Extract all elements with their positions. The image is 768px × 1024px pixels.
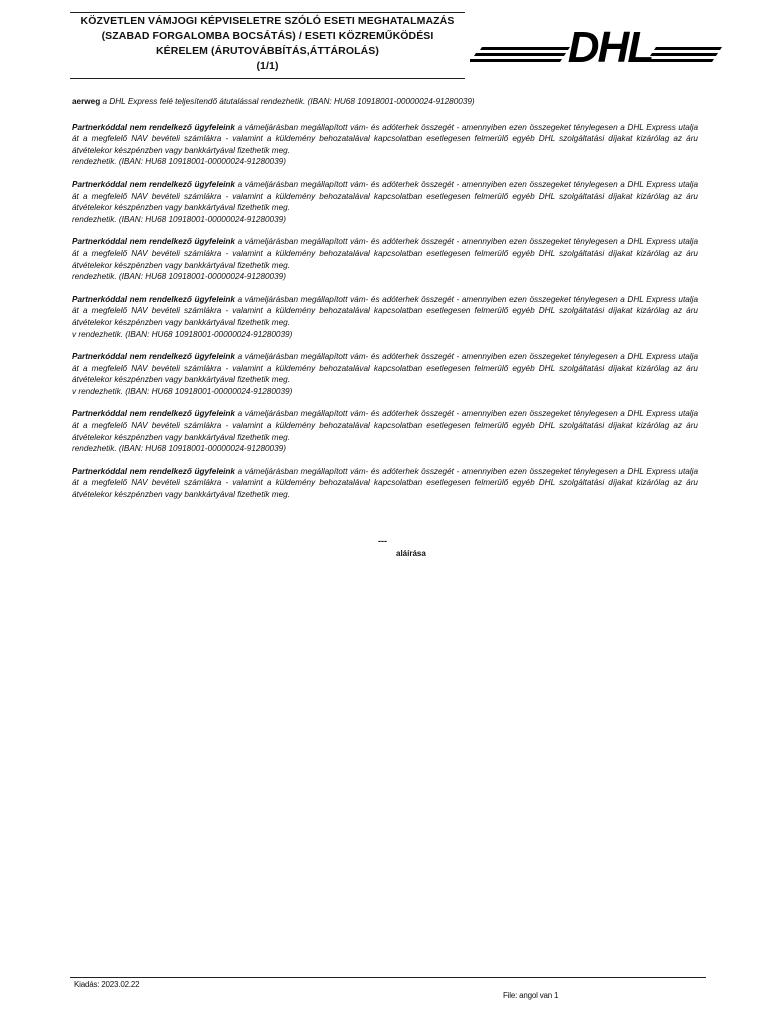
dhl-logo-wordmark: DHL bbox=[567, 26, 653, 66]
header-bottom-rule bbox=[70, 78, 465, 79]
paragraph-bold: Partnerkóddal nem rendelkező ügyfeleink bbox=[72, 179, 235, 189]
paragraph bbox=[72, 294, 698, 340]
paragraph-tail: rendezhetik. (IBAN: HU68 10918001-00000024-91280039) bbox=[72, 272, 286, 282]
footer-rule bbox=[70, 977, 706, 978]
paragraph-text: a vámeljárásban megállapított vám- és adóterhek összegét - amennyiben ezen összegeket ténylegesen a DHL Express utalja át a megfelelő NAV bevételi számlákra - valamint a küldemény behozatalával kapcsolatban esetlegesen felmerülő egyéb DHL szolgáltatási díjakat kizárólag az áru átvételekor készpénzben vagy bankkártyával fizethetik meg. bbox=[72, 294, 698, 327]
paragraph bbox=[72, 408, 698, 454]
paragraph-tail: rendezhetik. (IBAN: HU68 10918001-00000024-91280039) bbox=[72, 157, 286, 167]
paragraph bbox=[72, 122, 698, 168]
paragraph-text: a vámeljárásban megállapított vám- és adóterhek összegét - amennyiben ezen összegeket ténylegesen a DHL Express utalja át a megfelelő NAV bevételi számlákra - valamint a küldemény behozatalával kapcsolatban esetlegesen felmerülő egyéb DHL szolgáltatási díjakat kizárólag az áru átvételekor készpénzben vagy bankkártyával fizethetik meg. bbox=[72, 122, 698, 155]
paragraph bbox=[72, 466, 698, 501]
header-top-rule bbox=[70, 12, 465, 13]
paragraph-bold: Partnerkóddal nem rendelkező ügyfeleink bbox=[72, 294, 235, 304]
paragraph-bold: Partnerkóddal nem rendelkező ügyfeleink bbox=[72, 409, 235, 419]
paragraph-tail: v rendezhetik. (IBAN: HU68 10918001-00000024-91280039) bbox=[72, 329, 293, 339]
paragraph-bold: Partnerkóddal nem rendelkező ügyfeleink bbox=[72, 466, 235, 476]
issue-date: Kiadás: 2023.02.22 bbox=[74, 980, 140, 989]
paragraph-tail: rendezhetik. (IBAN: HU68 10918001-00000024-91280039) bbox=[72, 214, 286, 224]
paragraph bbox=[72, 179, 698, 225]
title-line-3: KÉRELEM (ÁRUTOVÁBBÍTÁS,ÁTTÁROLÁS) bbox=[155, 45, 379, 57]
file-reference: File: angol van 1 bbox=[503, 991, 559, 1000]
page-count: (1/1) bbox=[256, 60, 279, 72]
intro-paragraph bbox=[72, 96, 698, 108]
paragraph bbox=[72, 351, 698, 397]
document-header bbox=[70, 14, 465, 74]
paragraph-bold: Partnerkóddal nem rendelkező ügyfeleink bbox=[72, 122, 235, 132]
intro-bold: aerweg bbox=[72, 97, 101, 106]
paragraph-list bbox=[72, 122, 698, 501]
paragraph bbox=[72, 236, 698, 282]
paragraph-text: a vámeljárásban megállapított vám- és adóterhek összegét - amennyiben ezen összegeket ténylegesen a DHL Express utalja át a megfelelő NAV bevételi számlákra - valamint a küldemény behozatalával kapcsolatban esetlegesen felmerülő egyéb DHL szolgáltatási díjakat kizárólag az áru átvételekor készpénzben vagy bankkártyával fizethetik meg. bbox=[72, 237, 698, 270]
paragraph-bold: Partnerkóddal nem rendelkező ügyfeleink bbox=[72, 237, 235, 247]
paragraph-bold: Partnerkóddal nem rendelkező ügyfeleink bbox=[72, 352, 235, 362]
title-line-1: KÖZVETLEN VÁMJOGI KÉPVISELETRE SZÓLÓ ESETI MEGHATALMAZÁS bbox=[80, 15, 455, 27]
paragraph-text: a vámeljárásban megállapított vám- és adóterhek összegét - amennyiben ezen összegeket ténylegesen a DHL Express utalja át a megfelelő NAV bevételi számlákra - valamint a küldemény behozatalával kapcsolatban esetlegesen felmerülő egyéb DHL szolgáltatási díjakat kizárólag az áru átvételekor készpénzben vagy bankkártyával fizethetik meg. bbox=[72, 352, 698, 385]
paragraph-tail: rendezhetik. (IBAN: HU68 10918001-00000024-91280039) bbox=[72, 444, 286, 454]
paragraph-text: a vámeljárásban megállapított vám- és adóterhek összegét - amennyiben ezen összegeket ténylegesen a DHL Express utalja át a megfelelő NAV bevételi számlákra - valamint a küldemény behozatalával kapcsolatban esetlegesen felmerülő egyéb DHL szolgáltatási díjakat kizárólag az áru átvételekor készpénzben vagy bankkártyával fizethetik meg. bbox=[72, 466, 698, 500]
paragraph-tail: v rendezhetik. (IBAN: HU68 10918001-00000024-91280039) bbox=[72, 386, 293, 396]
paragraph-text: a vámeljárásban megállapított vám- és adóterhek összegét - amennyiben ezen összegeket ténylegesen a DHL Express utalja át a megfelelő NAV bevételi számlákra - valamint a küldemény behozatalával kapcsolatban esetlegesen felmerülő egyéb DHL szolgáltatási díjakat kizárólag az áru átvételekor készpénzben vagy bankkártyával fizethetik meg. bbox=[72, 409, 698, 442]
signature-label: aláírása bbox=[396, 549, 426, 558]
signature-dash: --- bbox=[378, 536, 387, 546]
dhl-logo bbox=[470, 26, 722, 66]
intro-text: a DHL Express felé teljesítendő átutalással rendezhetik. (IBAN: HU68 10918001-00000024-91280039) bbox=[100, 97, 475, 106]
paragraph-text: a vámeljárásban megállapított vám- és adóterhek összegét - amennyiben ezen összegeket ténylegesen a DHL Express utalja át a megfelelő NAV bevételi számlákra - valamint a küldemény behozatalával kapcsolatban esetlegesen felmerülő egyéb DHL szolgáltatási díjakat kizárólag az áru átvételekor készpénzben vagy bankkártyával fizethetik meg. bbox=[72, 179, 698, 213]
document-body bbox=[72, 96, 698, 512]
title-line-2: (SZABAD FORGALOMBA BOCSÁTÁS) / ESETI KÖZREMŰKÖDÉSI bbox=[101, 30, 434, 42]
